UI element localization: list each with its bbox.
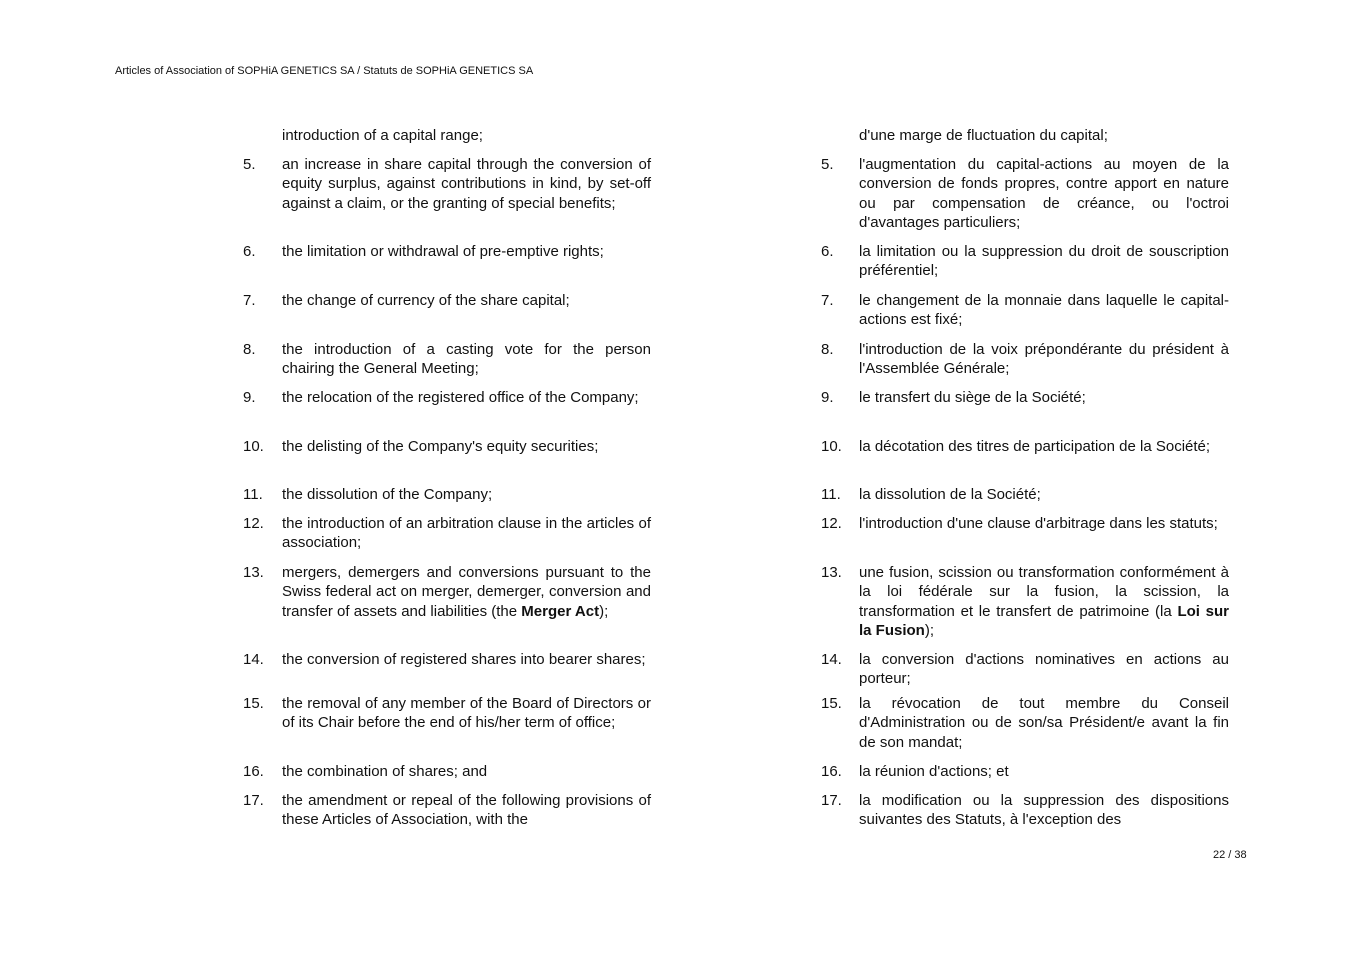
item-text bbox=[859, 242, 1229, 281]
item-text-tail: ); bbox=[599, 602, 609, 620]
item-text-body: the removal of any member of the Board of Directors or of its Chair before the end of his/her term of office; bbox=[282, 695, 651, 732]
item-text bbox=[859, 762, 1229, 781]
item-text bbox=[282, 291, 651, 310]
item-text bbox=[859, 514, 1229, 533]
item-number: 13. bbox=[821, 564, 842, 581]
page-number: 22 / 38 bbox=[1213, 849, 1247, 861]
item-text-body: the delisting of the Company's equity securities; bbox=[282, 438, 599, 455]
item-text bbox=[282, 762, 651, 781]
item-text bbox=[282, 563, 651, 621]
item-text bbox=[282, 485, 651, 504]
item-text bbox=[282, 126, 651, 145]
item-text-body: mergers, demergers and conversions pursuant to the Swiss federal act on merger, demerger, conversion and transfer of assets and liabilities (the bbox=[282, 564, 651, 620]
item-text bbox=[282, 650, 651, 669]
item-text-body: the amendment or repeal of the following provisions of these Articles of Association, with the bbox=[282, 792, 651, 829]
item-text-body: the combination of shares; and bbox=[282, 763, 488, 780]
item-number: 7. bbox=[821, 292, 834, 309]
item-text-body: l'augmentation du capital-actions au moyen de la conversion de fonds propres, contre apport en nature ou par compensation de créance, ou l'octroi d'avantages particuliers; bbox=[859, 156, 1229, 232]
item-number: 8. bbox=[821, 341, 834, 358]
item-text bbox=[282, 155, 651, 213]
item-number: 9. bbox=[243, 389, 256, 406]
item-number: 12. bbox=[243, 515, 264, 532]
item-text-body: la modification ou la suppression des dispositions suivantes des Statuts, à l'exception des bbox=[859, 792, 1229, 829]
item-text-body: introduction of a capital range; bbox=[282, 127, 483, 144]
item-text-body: the limitation or withdrawal of pre-emptive rights; bbox=[282, 243, 604, 260]
item-text bbox=[282, 242, 651, 261]
item-text bbox=[859, 650, 1229, 689]
item-number: 14. bbox=[243, 651, 264, 668]
item-number: 11. bbox=[243, 486, 263, 503]
running-header: Articles of Association of SOPHiA GENETICS SA / Statuts de SOPHiA GENETICS SA bbox=[115, 65, 534, 77]
item-text-body: the change of currency of the share capital; bbox=[282, 292, 570, 309]
item-text bbox=[282, 694, 651, 733]
item-text bbox=[859, 388, 1229, 407]
item-text bbox=[859, 126, 1229, 145]
item-text bbox=[282, 514, 651, 553]
item-text-body: the introduction of an arbitration clause in the articles of association; bbox=[282, 515, 651, 552]
item-number: 6. bbox=[243, 243, 256, 260]
item-text-body: la décotation des titres de participation de la Société; bbox=[859, 438, 1211, 455]
defined-term: Merger Act bbox=[521, 602, 600, 620]
item-text-body: the conversion of registered shares into bearer shares; bbox=[282, 651, 646, 668]
item-text bbox=[859, 340, 1229, 379]
item-text-body: l'introduction de la voix prépondérante du président à l'Assemblée Générale; bbox=[859, 341, 1229, 378]
item-number: 17. bbox=[821, 792, 842, 809]
item-number: 5. bbox=[821, 156, 834, 173]
item-text bbox=[282, 388, 651, 407]
item-number: 5. bbox=[243, 156, 256, 173]
item-text-body: le transfert du siège de la Société; bbox=[859, 389, 1086, 406]
item-text bbox=[859, 791, 1229, 830]
item-text-tail: ); bbox=[924, 622, 935, 640]
item-text-body: la dissolution de la Société; bbox=[859, 486, 1041, 503]
item-text bbox=[282, 437, 651, 456]
item-number: 16. bbox=[243, 763, 264, 780]
item-text bbox=[859, 694, 1229, 752]
item-text-body: une fusion, scission ou transformation conformément à la loi fédérale sur la fusion, la scission, la transformation et le transfert de patrimoine (la bbox=[859, 564, 1229, 620]
item-text-body: the dissolution of the Company; bbox=[282, 486, 493, 503]
item-number: 6. bbox=[821, 243, 834, 260]
item-number: 15. bbox=[243, 695, 264, 712]
item-number: 16. bbox=[821, 763, 842, 780]
item-text-body: l'introduction d'une clause d'arbitrage dans les statuts; bbox=[859, 515, 1218, 532]
item-text bbox=[859, 437, 1229, 456]
item-number: 9. bbox=[821, 389, 834, 406]
item-text-body: an increase in share capital through the conversion of equity surplus, against contributions in kind, by set-off against a claim, or the granting of special benefits; bbox=[282, 156, 651, 212]
item-number: 10. bbox=[243, 438, 264, 455]
item-text bbox=[282, 340, 651, 379]
item-number: 10. bbox=[821, 438, 842, 455]
item-number: 14. bbox=[821, 651, 842, 668]
item-text bbox=[859, 485, 1229, 504]
item-text-body: the introduction of a casting vote for the person chairing the General Meeting; bbox=[282, 341, 651, 378]
defined-term: Loi sur la Fusion bbox=[859, 602, 1229, 640]
item-number: 12. bbox=[821, 515, 842, 532]
item-number: 13. bbox=[243, 564, 264, 581]
item-number: 8. bbox=[243, 341, 256, 358]
item-text-body: the relocation of the registered office of the Company; bbox=[282, 389, 639, 406]
item-text-body: la conversion d'actions nominatives en actions au porteur; bbox=[859, 651, 1229, 688]
item-text-body: la réunion d'actions; et bbox=[859, 763, 1009, 780]
item-text bbox=[859, 291, 1229, 330]
item-number: 7. bbox=[243, 292, 256, 309]
item-text-body: la révocation de tout membre du Conseil d'Administration ou de son/sa Président/e avant la fin de son mandat; bbox=[859, 695, 1229, 751]
item-text bbox=[859, 155, 1229, 233]
item-number: 15. bbox=[821, 695, 842, 712]
item-text-body: d'une marge de fluctuation du capital; bbox=[859, 127, 1108, 144]
item-text bbox=[282, 791, 651, 830]
item-number: 17. bbox=[243, 792, 264, 809]
item-number: 11. bbox=[821, 486, 841, 503]
item-text bbox=[859, 563, 1229, 641]
item-text-body: le changement de la monnaie dans laquelle le capital-actions est fixé; bbox=[859, 292, 1229, 329]
item-text-body: la limitation ou la suppression du droit de souscription préférentiel; bbox=[859, 243, 1229, 280]
